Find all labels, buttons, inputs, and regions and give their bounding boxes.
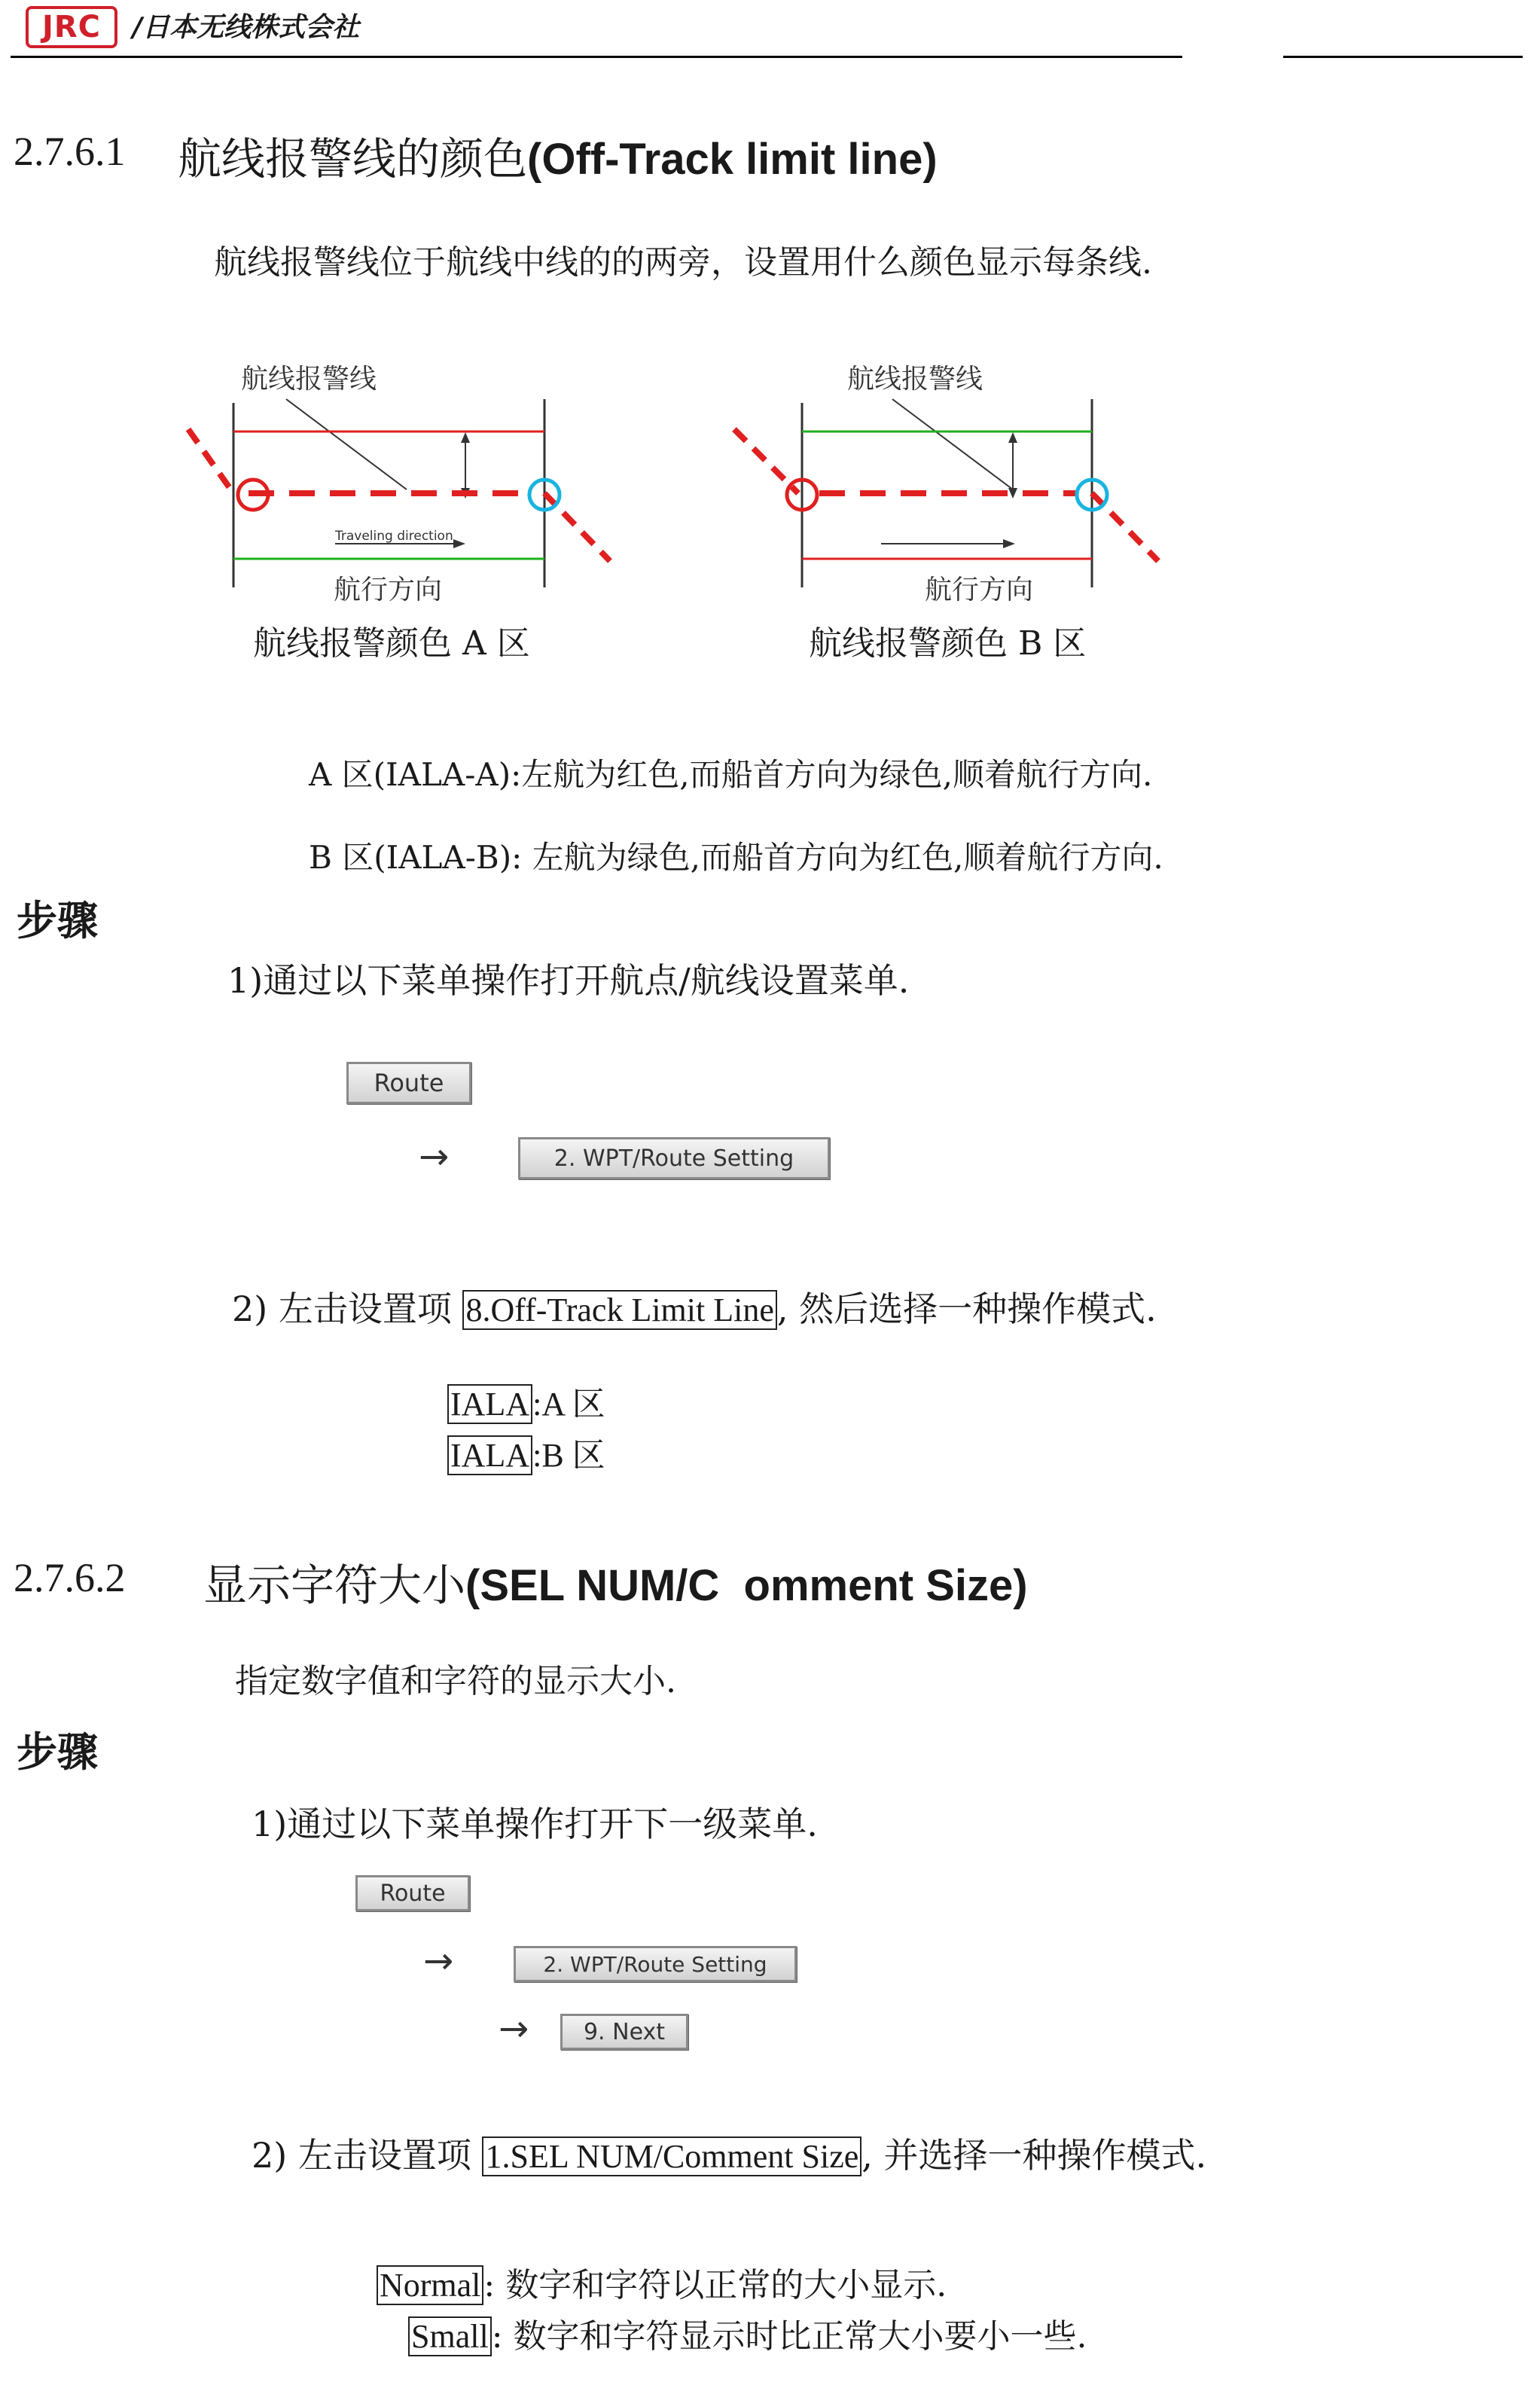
travel-direction-text: Traveling direction xyxy=(335,529,453,544)
route-out xyxy=(544,493,610,561)
step-1: 1)通过以下菜单操作打开下一级菜单. xyxy=(252,1804,818,1844)
step-2: 2) 左击设置项 8.Off-Track Limit Line, 然后选择一种操作模式. xyxy=(232,1289,1157,1329)
wpt-route-setting-button[interactable]: 2. WPT/Route Setting xyxy=(514,1946,797,1982)
zone-a-note: A 区(IALA-A):左航为红色,而船首方向为绿色,顺着航行方向. xyxy=(309,756,1153,793)
next-button[interactable]: 9. Next xyxy=(560,2014,688,2050)
section-title: 航线报警线的颜色(Off-Track limit line) xyxy=(178,133,938,185)
route-in xyxy=(734,429,798,493)
header-rule-right xyxy=(1283,56,1523,58)
off-track-line-label: 航线报警线 xyxy=(240,364,377,395)
option-iala-b[interactable]: IALA:B 区 xyxy=(447,1428,605,1476)
diagram-a-caption: 航线报警颜色 A 区 xyxy=(253,624,530,663)
option-iala-a[interactable]: IALA:A 区 xyxy=(447,1377,605,1425)
menu-arrow: → xyxy=(419,1136,450,1178)
direction-arrow xyxy=(1003,539,1015,548)
route-in xyxy=(188,429,233,493)
jrc-logo: JRC xyxy=(26,6,117,48)
diagram-zone-b xyxy=(723,354,1175,610)
step-2: 2) 左击设置项 1.SEL NUM/Comment Size, 并选择一种操作模式. xyxy=(252,2135,1207,2176)
wpt-route-setting-button[interactable]: 2. WPT/Route Setting xyxy=(518,1137,830,1179)
section-number: 2.7.6.2 xyxy=(14,1555,126,1600)
route-button[interactable]: Route xyxy=(355,1875,470,1911)
menu-arrow: → xyxy=(423,1940,454,1982)
steps-heading: 步骤 xyxy=(17,1728,98,1776)
direction-arrow xyxy=(453,539,465,548)
zone-b-note: B 区(IALA-B): 左航为绿色,而船首方向为红色,顺着航行方向. xyxy=(309,839,1163,876)
off-track-line-label: 航线报警线 xyxy=(846,364,983,395)
direction-label: 航行方向 xyxy=(924,575,1034,605)
header-rule xyxy=(11,56,1182,58)
steps-heading: 步骤 xyxy=(17,897,98,944)
section-number: 2.7.6.1 xyxy=(14,129,126,174)
route-button[interactable]: Route xyxy=(346,1062,471,1104)
option-small[interactable]: Small: 数字和字符显示时比正常大小要小一些. xyxy=(408,2309,1087,2357)
menu-arrow: → xyxy=(499,2008,529,2050)
direction-label: 航行方向 xyxy=(333,575,443,605)
step-1: 1)通过以下菜单操作打开航点/航线设置菜单. xyxy=(227,960,910,1001)
section-title: 显示字符大小(SEL NUM/C omment Size) xyxy=(203,1560,1028,1611)
diagram-zone-a xyxy=(173,354,625,610)
company-name: /日本无线株式会社 xyxy=(133,12,360,43)
option-normal[interactable]: Normal: 数字和字符以正常的大小显示. xyxy=(377,2258,947,2306)
section-description: 航线报警线位于航线中线的的两旁，设置用什么颜色显示每条线. xyxy=(214,243,1152,282)
sel-num-comment-size-item[interactable]: 1.SEL NUM/Comment Size xyxy=(482,2136,861,2176)
section-description: 指定数字值和字符的显示大小. xyxy=(235,1662,676,1700)
off-track-limit-line-item[interactable]: 8.Off-Track Limit Line xyxy=(462,1290,776,1330)
diagram-b-caption: 航线报警颜色 B 区 xyxy=(809,624,1087,663)
